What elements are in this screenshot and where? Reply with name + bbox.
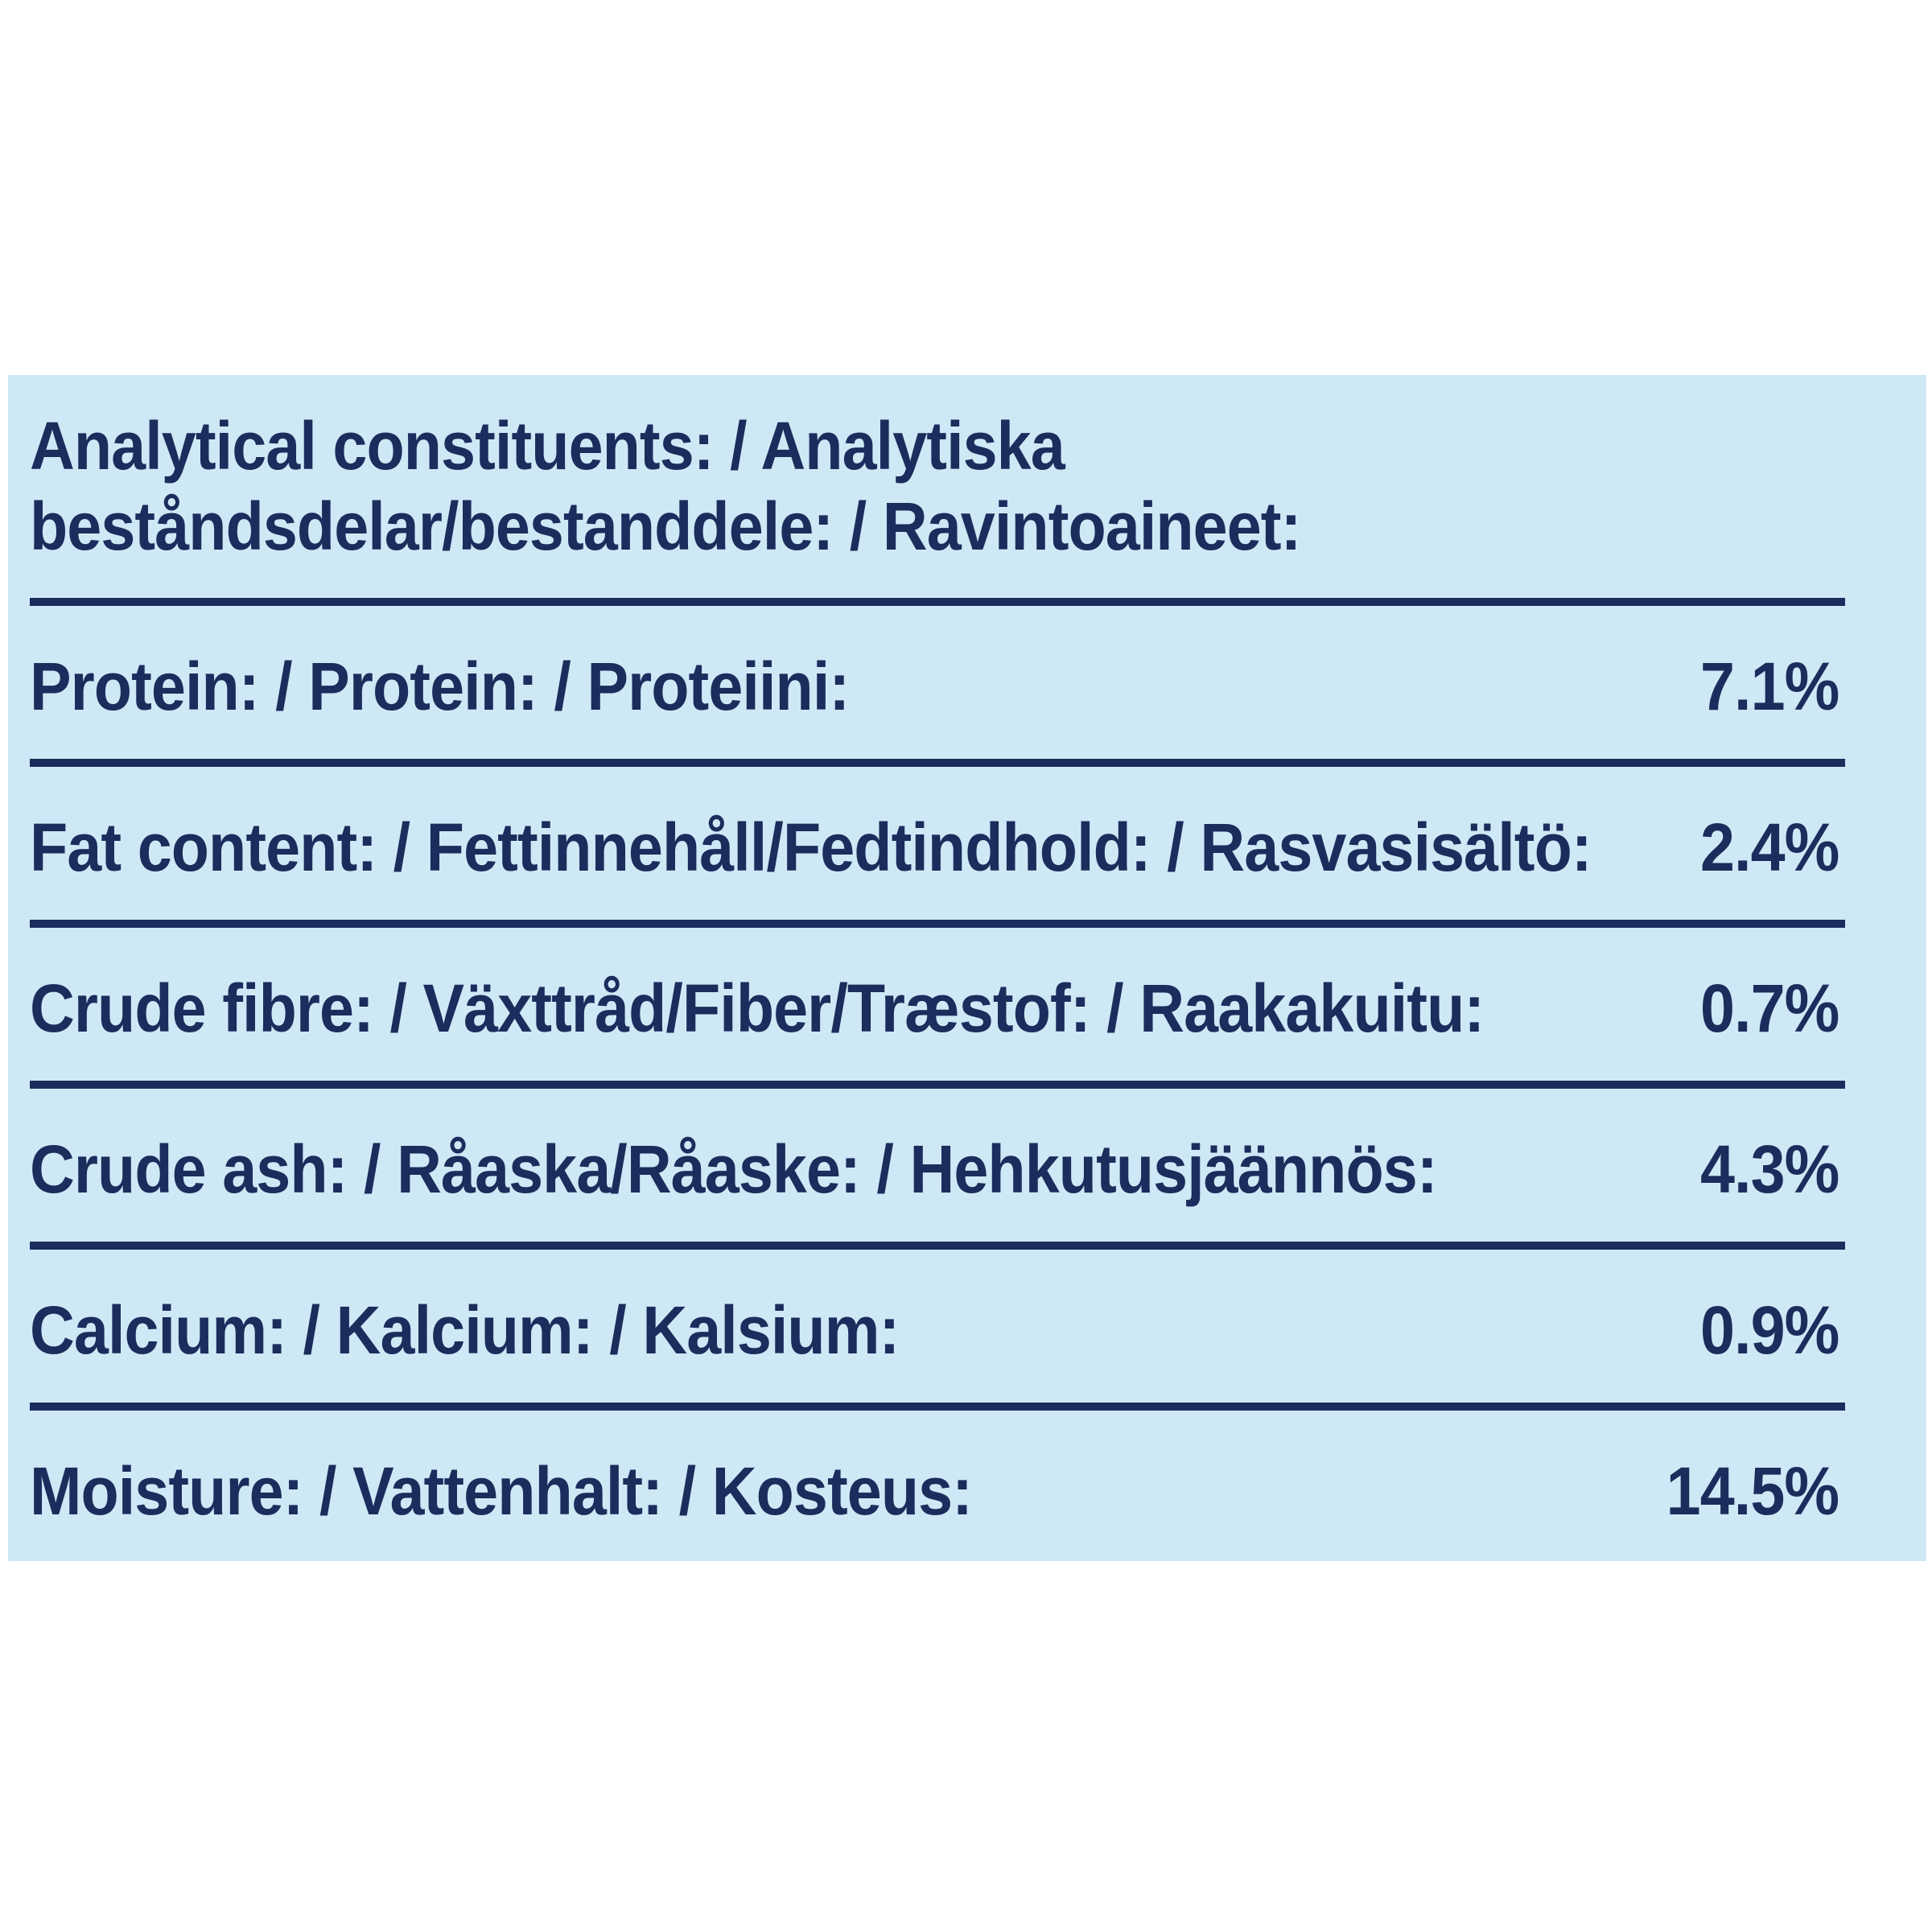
table-row-calcium <box>30 1282 1845 1378</box>
row-value: 7.1% <box>1699 649 1839 724</box>
heading-divider <box>30 598 1845 606</box>
row-label: Moisture: / Vattenhalt: / Kosteus: <box>30 1453 972 1529</box>
analytical-constituents-panel <box>8 375 1926 1561</box>
row-divider <box>30 1081 1845 1089</box>
table-row-protein <box>30 638 1845 735</box>
row-label: Fat content: / Fettinnehåll/Fedtindhold: / Rasvasisältö: <box>30 809 1592 885</box>
table-row-ash <box>30 1121 1845 1217</box>
table-row-fat <box>30 799 1845 896</box>
row-value: 2.4% <box>1699 809 1839 885</box>
row-divider <box>30 759 1845 767</box>
row-label: Crude ash: / Råaska/Råaske: / Hehkutusjäännös: <box>30 1131 1437 1207</box>
row-label: Calcium: / Kalcium: / Kalsium: <box>30 1292 900 1368</box>
row-value: 14.5% <box>1666 1453 1839 1529</box>
row-value: 0.9% <box>1699 1292 1839 1368</box>
row-label: Protein: / Protein: / Proteiini: <box>30 649 850 724</box>
row-divider <box>30 1403 1845 1411</box>
row-label: Crude fibre: / Växttråd/Fiber/Træstof: / Raakakuitu: <box>30 970 1485 1046</box>
row-value: 4.3% <box>1699 1131 1839 1207</box>
row-divider <box>30 920 1845 928</box>
table-row-moisture <box>30 1443 1845 1539</box>
row-divider <box>30 1242 1845 1250</box>
table-heading: Analytical constituents: / Analytiska beståndsdelar/bestanddele: / Ravintoaineet: <box>30 408 1301 564</box>
table-row-fibre <box>30 960 1845 1057</box>
row-value: 0.7% <box>1699 970 1839 1046</box>
